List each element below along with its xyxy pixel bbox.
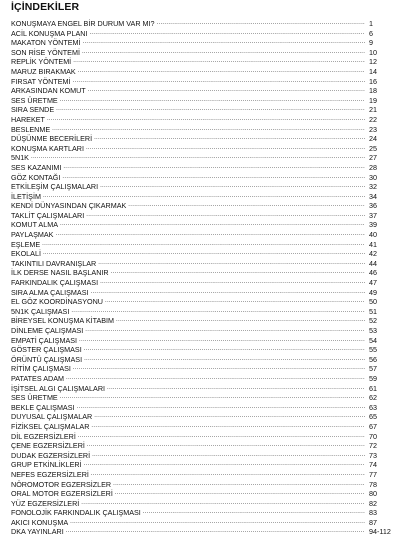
toc-entry-page: 73	[369, 450, 377, 460]
dot-leader	[43, 249, 365, 259]
toc-entry-title: SES ÜRETME	[11, 95, 58, 105]
toc-entry	[11, 422, 397, 432]
toc-entry	[11, 393, 397, 403]
toc-entry	[11, 336, 397, 346]
dot-leader	[60, 393, 365, 403]
toc-entry-title: KENDİ DÜNYASINDAN ÇIKARMAK	[11, 201, 127, 211]
toc-entry	[11, 29, 397, 39]
toc-entry-page: 78	[369, 479, 377, 489]
toc-entry-title: ÇENE EGZERSİZLERİ	[11, 441, 85, 451]
dot-leader	[86, 144, 365, 154]
toc-entry-title: FİZİKSEL ÇALIŞMALAR	[11, 421, 90, 431]
toc-entry-title: SES KAZANIMI	[11, 162, 62, 172]
toc-entry-title: KONUŞMA KARTLARI	[11, 143, 84, 153]
toc-entry	[11, 441, 397, 451]
toc-entry	[11, 220, 397, 230]
dot-leader	[91, 470, 365, 480]
dot-leader	[83, 38, 366, 48]
dot-leader	[98, 259, 365, 269]
dot-leader	[71, 307, 365, 317]
toc-entry	[11, 489, 397, 499]
dot-leader	[55, 230, 365, 240]
toc-entry-page: 46	[369, 268, 377, 278]
toc-entry-page: 87	[369, 517, 377, 527]
toc-entry-page: 77	[369, 469, 377, 479]
toc-entry-title: İLETİŞİM	[11, 191, 41, 201]
dot-leader	[113, 480, 365, 490]
toc-entry-title: ETKİLEŞİM ÇALIŞMALARI	[11, 182, 99, 192]
toc-entry-title: SIRA ALMA ÇALIŞMASI	[11, 287, 89, 297]
toc-entry	[11, 480, 397, 490]
toc-entry	[11, 67, 397, 77]
dot-leader	[73, 77, 365, 87]
toc-entry-page: 16	[369, 76, 377, 86]
dot-leader	[79, 336, 365, 346]
toc-entry-page: 56	[369, 354, 377, 364]
dot-leader	[84, 355, 365, 365]
toc-entry-title: SON RİSE YÖNTEMİ	[11, 47, 80, 57]
toc-entry-page: 83	[369, 508, 377, 518]
toc-entry-title: YÜZ EGZERSİZLERİ	[11, 498, 80, 508]
dot-leader	[73, 57, 365, 67]
toc-entry-page: 14	[369, 66, 377, 76]
toc-entry-title: İLK DERSE NASIL BAŞLANIR	[11, 268, 109, 278]
toc-entry-title: TAKINTILI DAVRANIŞLAR	[11, 258, 97, 268]
toc-entry-title: EKOLALİ	[11, 249, 41, 259]
toc-entry	[11, 19, 397, 29]
toc-entry-page: 53	[369, 326, 377, 335]
dot-leader	[43, 192, 365, 202]
toc-entry-page: 65	[369, 412, 377, 422]
toc-entry-page: 23	[369, 124, 377, 134]
dot-leader	[47, 115, 365, 125]
dot-leader	[92, 451, 365, 461]
toc-entry-title: FIRSAT YÖNTEMİ	[11, 76, 71, 86]
toc-entry	[11, 518, 397, 528]
toc-entry-page: 9	[369, 38, 373, 48]
toc-list	[11, 19, 397, 537]
dot-leader	[143, 508, 365, 518]
dot-leader	[52, 125, 365, 135]
toc-entry-page: 94-112	[369, 527, 391, 537]
toc-entry-title: GRUP ETKİNLİKLERİ	[11, 460, 82, 470]
dot-leader	[115, 489, 365, 499]
toc-entry	[11, 230, 397, 240]
dot-leader	[107, 384, 365, 394]
toc-entry-page: 36	[369, 201, 377, 211]
dot-leader	[78, 67, 365, 77]
toc-entry	[11, 364, 397, 374]
dot-leader	[73, 364, 365, 374]
dot-leader	[60, 220, 365, 230]
dot-leader	[42, 240, 365, 250]
dot-leader	[111, 268, 365, 278]
toc-entry-page: 67	[369, 421, 377, 431]
toc-entry-page: 54	[369, 335, 377, 345]
toc-entry-title: ORAL MOTOR EGZERSİZLERİ	[11, 489, 113, 499]
toc-entry	[11, 288, 397, 298]
dot-leader	[86, 211, 365, 221]
toc-entry-page: 80	[369, 489, 377, 499]
dot-leader	[89, 29, 365, 39]
toc-entry	[11, 374, 397, 384]
toc-entry	[11, 268, 397, 278]
toc-entry-title: DİNLEME ÇALIŞMASI	[11, 326, 84, 335]
toc-entry-page: 28	[369, 162, 377, 172]
toc-entry	[11, 316, 397, 326]
toc-entry-title: GÖSTER ÇALIŞMASI	[11, 345, 82, 355]
toc-entry	[11, 451, 397, 461]
toc-entry	[11, 508, 397, 518]
toc-entry-page: 42	[369, 249, 377, 259]
toc-entry-title: GÖZ KONTAĞI	[11, 172, 61, 182]
toc-entry	[11, 77, 397, 87]
toc-entry	[11, 527, 397, 537]
toc-entry	[11, 307, 397, 317]
toc-entry	[11, 96, 397, 106]
toc-entry-title: ÖRÜNTÜ ÇALIŞMASI	[11, 354, 83, 364]
toc-entry	[11, 297, 397, 307]
toc-entry	[11, 412, 397, 422]
toc-entry	[11, 432, 397, 442]
toc-entry	[11, 384, 397, 394]
toc-entry-page: 61	[369, 383, 377, 393]
dot-leader	[100, 182, 365, 192]
toc-entry	[11, 460, 397, 470]
dot-leader	[128, 201, 365, 211]
toc-entry-title: BESLENME	[11, 124, 51, 134]
toc-entry-page: 57	[369, 364, 377, 374]
toc-entry-page: 63	[369, 402, 377, 412]
toc-entry-page: 51	[369, 306, 377, 316]
toc-entry-page: 34	[369, 191, 377, 201]
toc-entry-title: KOMUT ALMA	[11, 220, 58, 230]
toc-entry-page: 50	[369, 297, 377, 307]
toc-entry-title: PATATES ADAM	[11, 373, 64, 383]
toc-entry	[11, 326, 397, 336]
dot-leader	[70, 518, 365, 528]
toc-entry-page: 1	[369, 19, 373, 28]
toc-entry	[11, 249, 397, 259]
toc-entry-page: 40	[369, 230, 377, 240]
dot-leader	[62, 173, 365, 183]
dot-leader	[81, 499, 365, 509]
toc-entry-title: NÖROMOTOR EGZERSİZLER	[11, 479, 112, 489]
dot-leader	[116, 316, 365, 326]
toc-entry-title: AKICI KONUŞMA	[11, 517, 69, 527]
toc-entry-title: DİL EGZERSİZLERİ	[11, 431, 76, 441]
dot-leader	[82, 48, 365, 58]
toc-entry	[11, 153, 397, 163]
toc-entry	[11, 173, 397, 183]
toc-entry	[11, 403, 397, 413]
toc-entry	[11, 470, 397, 480]
dot-leader	[63, 163, 365, 173]
dot-leader	[100, 278, 365, 288]
toc-entry	[11, 278, 397, 288]
toc-entry	[11, 38, 397, 48]
toc-entry-title: 5N1K	[11, 153, 29, 163]
toc-entry	[11, 105, 397, 115]
toc-entry-title: İŞİTSEL ALGI ÇALIŞMALARI	[11, 383, 106, 393]
toc-entry	[11, 240, 397, 250]
toc-entry	[11, 259, 397, 269]
toc-entry-title: DÜŞÜNME BECERİLERİ	[11, 134, 93, 144]
toc-entry	[11, 163, 397, 173]
toc-entry-page: 27	[369, 153, 377, 163]
toc-entry-page: 32	[369, 182, 377, 192]
dot-leader	[91, 422, 365, 432]
dot-leader	[77, 403, 365, 413]
toc-entry-page: 25	[369, 143, 377, 153]
toc-entry-page: 30	[369, 172, 377, 182]
toc-entry-page: 39	[369, 220, 377, 230]
toc-entry-title: PAYLAŞMAK	[11, 230, 54, 240]
dot-leader	[66, 527, 365, 537]
toc-entry-page: 19	[369, 95, 377, 105]
page-title: İÇİNDEKİLER	[11, 1, 80, 13]
toc-entry-page: 52	[369, 316, 377, 326]
toc-entry-title: BEKLE ÇALIŞMASI	[11, 402, 75, 412]
toc-entry-title: EL GÖZ KOORDİNASYONU	[11, 297, 103, 307]
dot-leader	[31, 153, 365, 163]
toc-entry-title: MARUZ BIRAKMAK	[11, 66, 76, 76]
toc-entry	[11, 182, 397, 192]
toc-entry-title: SIRA SENDE	[11, 105, 55, 115]
toc-entry-page: 10	[369, 47, 377, 57]
toc-entry-title: ACİL KONUŞMA PLANI	[11, 28, 88, 38]
toc-entry-title: FARKINDALIK ÇALIŞMASI	[11, 278, 99, 288]
toc-entry-title: TAKLİT ÇALIŞMALARI	[11, 210, 85, 220]
toc-entry-page: 12	[369, 57, 377, 67]
toc-entry-title: DKA YAYINLARI	[11, 527, 64, 537]
dot-leader	[88, 86, 365, 96]
toc-entry-title: BİREYSEL KONUŞMA KİTABIM	[11, 316, 115, 326]
toc-entry	[11, 144, 397, 154]
toc-entry-page: 74	[369, 460, 377, 470]
toc-entry-title: EŞLEME	[11, 239, 41, 249]
toc-entry-title: NEFES EGZERSİZLERİ	[11, 469, 89, 479]
dot-leader	[105, 297, 365, 307]
dot-leader	[56, 105, 365, 115]
dot-leader	[84, 345, 365, 355]
toc-entry-title: HAREKET	[11, 114, 45, 124]
toc-entry-page: 24	[369, 134, 377, 144]
toc-entry-page: 59	[369, 373, 377, 383]
toc-entry	[11, 134, 397, 144]
toc-entry	[11, 115, 397, 125]
toc-entry-page: 47	[369, 278, 377, 288]
toc-entry-title: EMPATİ ÇALIŞMASI	[11, 335, 78, 345]
toc-entry-page: 70	[369, 431, 377, 441]
toc-entry	[11, 355, 397, 365]
toc-entry-title: ARKASINDAN KOMUT	[11, 86, 86, 96]
toc-entry-page: 6	[369, 28, 373, 38]
toc-entry	[11, 125, 397, 135]
dot-leader	[157, 19, 365, 29]
dot-leader	[78, 432, 365, 442]
toc-entry	[11, 192, 397, 202]
toc-entry-page: 49	[369, 287, 377, 297]
dot-leader	[91, 288, 366, 298]
toc-entry-title: SES ÜRETME	[11, 393, 58, 403]
toc-entry	[11, 499, 397, 509]
dot-leader	[66, 374, 365, 384]
dot-leader	[94, 412, 365, 422]
toc-entry-page: 37	[369, 210, 377, 220]
toc-entry-page: 18	[369, 86, 377, 96]
toc-entry-page: 62	[369, 393, 377, 403]
toc-entry	[11, 211, 397, 221]
toc-entry-title: RİTİM ÇALIŞMASI	[11, 364, 71, 374]
dot-leader	[60, 96, 365, 106]
toc-entry	[11, 86, 397, 96]
toc-entry-title: MAKATON YÖNTEMİ	[11, 38, 81, 48]
dot-leader	[85, 326, 365, 336]
toc-entry-title: KONUŞMAYA ENGEL BİR DURUM VAR MI?	[11, 19, 155, 28]
toc-entry-title: DUYUSAL ÇALIŞMALAR	[11, 412, 93, 422]
toc-entry-page: 72	[369, 441, 377, 451]
toc-entry-page: 22	[369, 114, 377, 124]
toc-entry-page: 55	[369, 345, 377, 355]
dot-leader	[87, 441, 365, 451]
dot-leader	[84, 460, 365, 470]
toc-entry	[11, 57, 397, 67]
toc-entry	[11, 345, 397, 355]
toc-entry-title: FONOLOJİK FARKINDALIK ÇALIŞMASI	[11, 508, 141, 518]
toc-entry-page: 21	[369, 105, 377, 115]
toc-entry-page: 44	[369, 258, 377, 268]
toc-entry-title: REPLİK YÖNTEMİ	[11, 57, 72, 67]
toc-entry	[11, 48, 397, 58]
toc-entry-page: 82	[369, 498, 377, 508]
dot-leader	[94, 134, 365, 144]
toc-entry-title: 5N1K ÇALIŞMASI	[11, 306, 70, 316]
toc-entry-title: DUDAK EGZERSİZLERİ	[11, 450, 91, 460]
toc-entry-page: 41	[369, 239, 377, 249]
toc-entry	[11, 201, 397, 211]
